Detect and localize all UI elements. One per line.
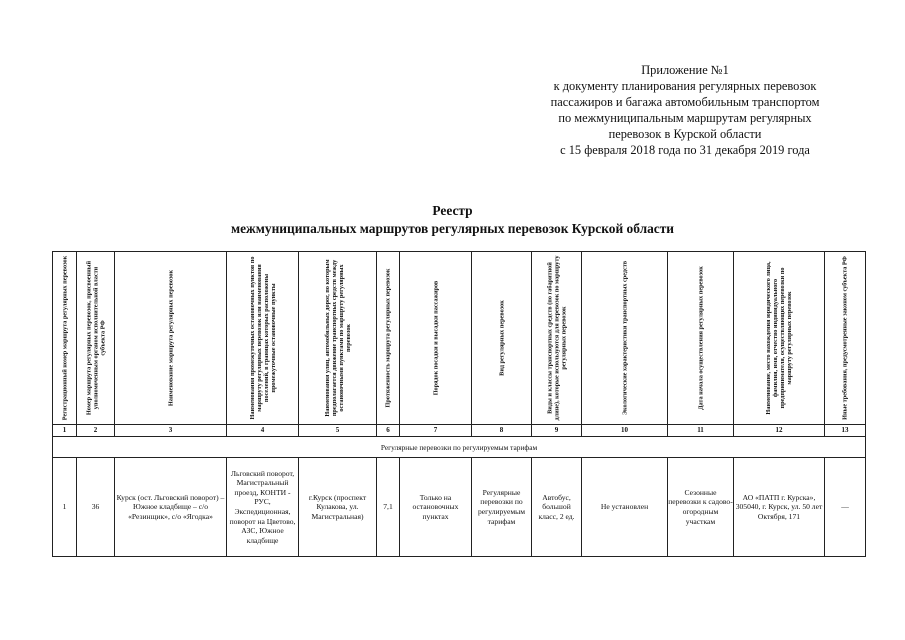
column-number: 8 xyxy=(472,425,532,437)
cell-route-number: 36 xyxy=(77,458,115,557)
column-number: 1 xyxy=(53,425,77,437)
header-text: Вид регулярных перевозок xyxy=(498,300,505,376)
header-cell xyxy=(299,252,377,425)
table-row xyxy=(53,458,866,557)
header-text: Экологические характеристики транспортных средств xyxy=(621,260,628,416)
section-title: Регулярные перевозки по регулируемым тарифам xyxy=(53,437,866,458)
column-number: 13 xyxy=(825,425,866,437)
header-text: Иные требования, предусмотренные законом субъекта РФ xyxy=(841,256,849,420)
cell-streets: г.Курск (проспект Кулакова, ул. Магистральная) xyxy=(299,458,377,557)
appendix-line: пассажиров и багажа автомобильным транспортом xyxy=(550,95,820,109)
appendix-line: к документу планирования регулярных перевозок xyxy=(553,79,817,93)
route-registry-table xyxy=(52,251,866,557)
header-cell xyxy=(532,252,582,425)
column-number: 7 xyxy=(400,425,472,437)
column-number: 5 xyxy=(299,425,377,437)
cell-carrier: АО «ПАТП г. Курска», 305040, г. Курск, ул. 50 лет Октября, 171 xyxy=(734,458,825,557)
column-number: 11 xyxy=(668,425,734,437)
header-cell xyxy=(582,252,668,425)
cell-start-date: Сезонные перевозки к садово-огородным участкам xyxy=(668,458,734,557)
header-row xyxy=(53,252,866,425)
cell-reg-number: 1 xyxy=(53,458,77,557)
header-cell xyxy=(77,252,115,425)
cell-other: — xyxy=(825,458,866,557)
section-row xyxy=(53,437,866,458)
appendix-line: с 15 февраля 2018 года по 31 декабря 2019 года xyxy=(560,143,810,157)
cell-length: 7,1 xyxy=(377,458,400,557)
header-cell xyxy=(400,252,472,425)
column-number-row xyxy=(53,425,866,437)
column-number: 6 xyxy=(377,425,400,437)
header-text: Наименования улиц, автомобильных дорог, по которым предполагается движение транспортных средств между остановочными пунктами по маршруту регулярных перевозок xyxy=(323,259,352,417)
header-text: Наименования промежуточных остановочных пунктов по маршруту регулярных перевозок или наименования поселений, в границах которых расположены промежуточные остановочные пункты xyxy=(248,256,277,420)
header-cell xyxy=(377,252,400,425)
header-text: Протяженность маршрута регулярных перевозок xyxy=(384,268,392,408)
column-number: 3 xyxy=(115,425,227,437)
header-text: Порядок посадки и высадки пассажиров xyxy=(432,280,439,396)
header-text: Номер маршрута регулярных перевозок, присвоенный уполномоченным органом исполнительной власти субъекта РФ xyxy=(85,260,106,416)
column-number: 9 xyxy=(532,425,582,437)
document-title: Реестр xyxy=(432,203,473,218)
column-number: 12 xyxy=(734,425,825,437)
header-cell xyxy=(472,252,532,425)
appendix-note xyxy=(470,62,900,158)
header-cell xyxy=(825,252,866,425)
appendix-line: Приложение №1 xyxy=(641,63,729,77)
cell-boarding: Только на остановочных пунктах xyxy=(400,458,472,557)
header-text: Виды и классы транспортных средств (по габаритной длине), которые используются для перевозок по маршруту регулярных перевозок xyxy=(546,255,567,421)
header-cell xyxy=(227,252,299,425)
cell-vehicles: Автобус, большой класс, 2 ед. xyxy=(532,458,582,557)
header-cell xyxy=(115,252,227,425)
cell-transport-type: Регулярные перевозки по регулируемым тарифам xyxy=(472,458,532,557)
header-text: Наименование маршрута регулярных перевозок xyxy=(167,269,174,407)
cell-ecology: Не установлен xyxy=(582,458,668,557)
header-cell xyxy=(53,252,77,425)
appendix-line: по межмуниципальным маршрутам регулярных xyxy=(558,111,812,125)
appendix-line: перевозок в Курской области xyxy=(608,127,762,141)
header-cell xyxy=(668,252,734,425)
column-number: 4 xyxy=(227,425,299,437)
header-text: Наименование, место нахождения юридического лица, фамилия, имя, отчество индивидуального предпринимателя, осуществляющих перевозки по маршруту регулярных перевозок xyxy=(765,261,793,415)
column-number: 2 xyxy=(77,425,115,437)
header-cell xyxy=(734,252,825,425)
header-text: Дата начала осуществления регулярных перевозок xyxy=(697,266,704,410)
stops-text: Льговский поворот, Магистральный проезд, КОНТИ - РУС, Экспедиционная, поворот на Цветово, АЗС, Южное кладбище xyxy=(229,468,296,545)
cell-stops xyxy=(227,458,299,557)
column-number: 10 xyxy=(582,425,668,437)
document-subtitle: межмуниципальных маршрутов регулярных перевозок Курской области xyxy=(230,221,675,236)
header-text: Регистрационный номер маршрута регулярных перевозок xyxy=(61,255,68,421)
cell-route-name: Курск (ост. Льговский поворот) – Южное кладбище – с/о «Резинщик», с/о «Ягодка» xyxy=(115,458,227,557)
